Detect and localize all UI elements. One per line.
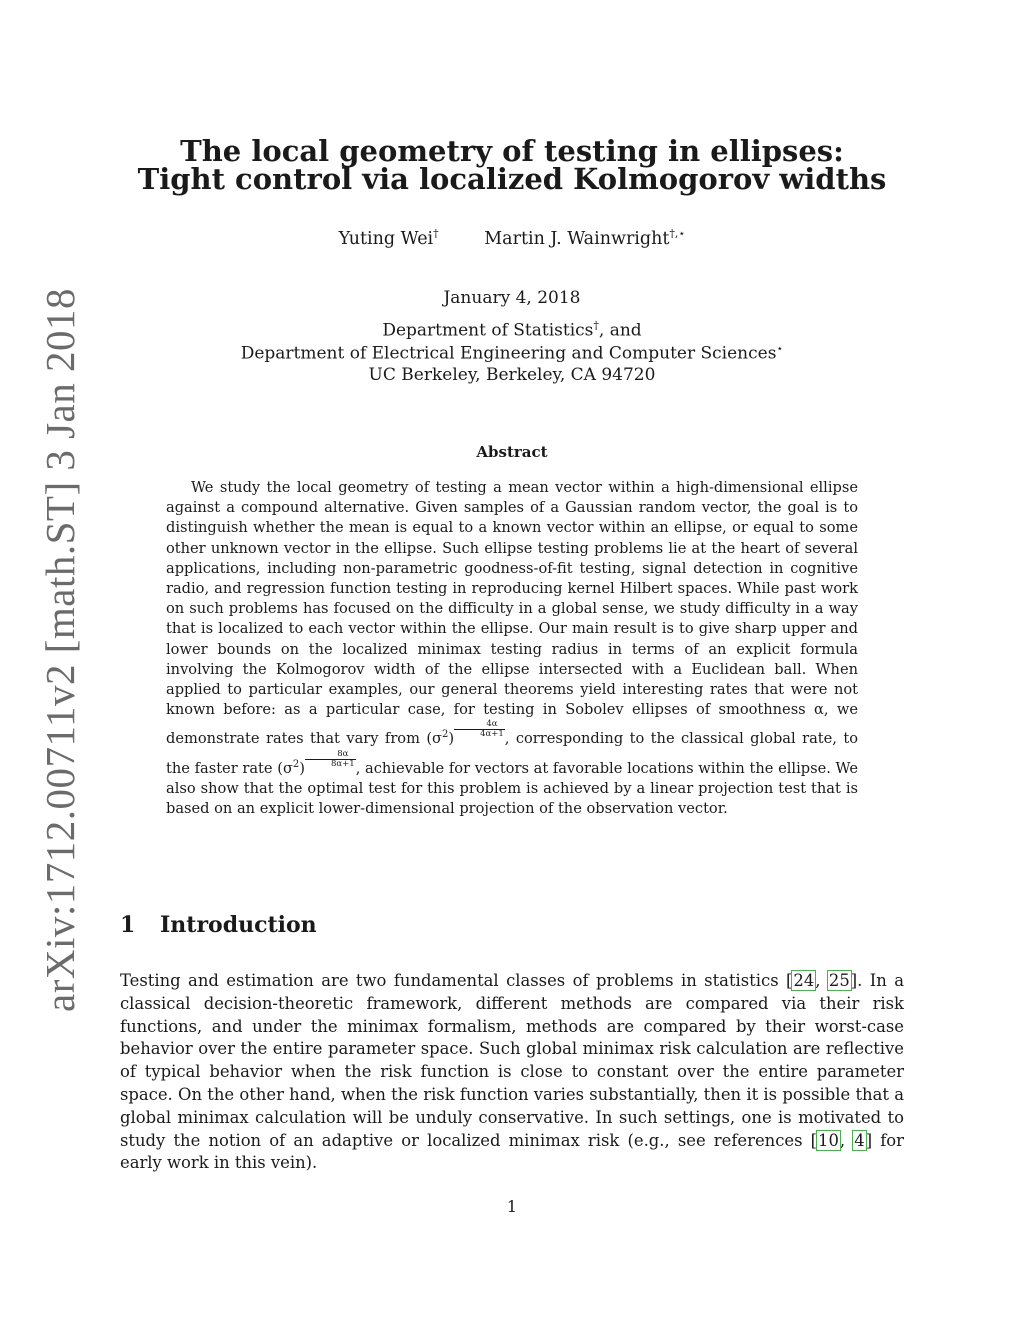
abstract-text: , corresponding to the classical global rate, to the faster rate	[166, 730, 858, 777]
rate-exponent: $\frac{4\alpha}{4\alpha+1}$	[454, 720, 505, 739]
citation-link[interactable]: 25	[828, 971, 850, 990]
title-line-1: The local geometry of testing in ellipses:	[180, 134, 844, 168]
title-line-2: Tight control via localized Kolmogorov widths	[137, 162, 887, 196]
abstract-heading: Abstract	[476, 443, 548, 461]
arxiv-stamp[interactable]: arXiv:1712.00711v2 [math.ST] 3 Jan 2018	[37, 287, 83, 1013]
rate-exponent: $\frac{8\alpha}{8\alpha+1}$	[305, 750, 356, 769]
affiliation-suffix: , and	[598, 320, 642, 341]
introduction-paragraph: Testing and estimation are two fundamental classes of problems in statistics [24, 25]. In a classical decision-theoretic framework, different methods are compared via their risk functions, and under the minimax formalism, methods are compared by their worst-case behavior over the entire parameter space. Such global minimax risk calculation are reflective of typical behavior when the risk function is close to constant over the entire parameter space. On the other hand, when the risk function varies substantially, then it is possible that a global minimax calculation will be unduly conservative. In such settings, one is motivated to study the notion of an adaptive or localized minimax risk (e.g., see references [10, 4] for early work in this vein).	[120, 971, 904, 1173]
abstract-text: , achievable for vectors at favorable locations within the ellipse. We also show that the optimal test for this problem is achieved by a linear projection test that is based on an explicit lower-dimensional projection of the observation vector.	[166, 759, 858, 818]
affiliation-mark: ⋆	[776, 342, 784, 355]
affiliation-mark: †	[593, 319, 599, 332]
author-name: Martin J. Wainwright	[484, 228, 670, 249]
affiliation-line-1	[0, 319, 1024, 341]
publication-date: January 4, 2018	[443, 288, 581, 308]
abstract-text: We study the local geometry of testing a mean vector within a high-dimensional ellipse against a compound alternative. Given samples of a Gaussian random vector, the goal is to distinguish whether the mean is equal to a known vector within an ellipse, or equal to some other unknown vector in the ellipse. Such ellipse testing problems lie at the heart of several applications, including non-parametric goodness-of-fit testing, signal detection in cognitive radio, and regression function testing in reproducing kernel Hilbert spaces. While past work on such problems has focused on the difficulty in a global sense, we study difficulty in a way that is localized to each vector within the ellipse. Our main result is to give sharp upper and lower bounds on the localized minimax testing radius in terms of an explicit formula involving the Kolmogorov width of the ellipse intersected with a Euclidean ball. When applied to particular examples, our general theorems yield interesting rates that were not known before: as a particular case, for testing in Sobolev ellipses of smoothness α, we demonstrate rates that vary from	[166, 479, 858, 748]
page-number: 1	[506, 1197, 518, 1216]
author-mark: †	[433, 227, 439, 240]
rate-formula-2: $(\sigma^2)$ $\frac{8\alpha}{8\alpha+1}$	[277, 748, 355, 777]
section-number: 1	[120, 912, 136, 938]
citation-link[interactable]: 24	[793, 971, 815, 990]
author-2	[484, 227, 685, 249]
author-1	[339, 227, 439, 249]
author-mark: †,⋆	[669, 227, 686, 240]
rate-formula-1: $(\sigma^2)$ $\frac{4\alpha}{4\alpha+1}$	[426, 719, 504, 748]
affiliation-text: Department of Statistics	[382, 320, 594, 341]
affiliation-text: Department of Electrical Engineering and Computer Sciences	[240, 343, 777, 364]
abstract-body	[166, 478, 858, 819]
affiliation-line-3: UC Berkeley, Berkeley, CA 94720	[368, 365, 656, 385]
section-title: Introduction	[160, 912, 317, 938]
citation-link[interactable]: 4	[854, 1130, 865, 1150]
affiliation-line-2	[0, 342, 1024, 364]
citation-link[interactable]: 10	[818, 1130, 839, 1150]
section-heading	[120, 912, 317, 938]
author-list	[0, 227, 1024, 249]
author-name: Yuting Wei	[338, 228, 434, 249]
